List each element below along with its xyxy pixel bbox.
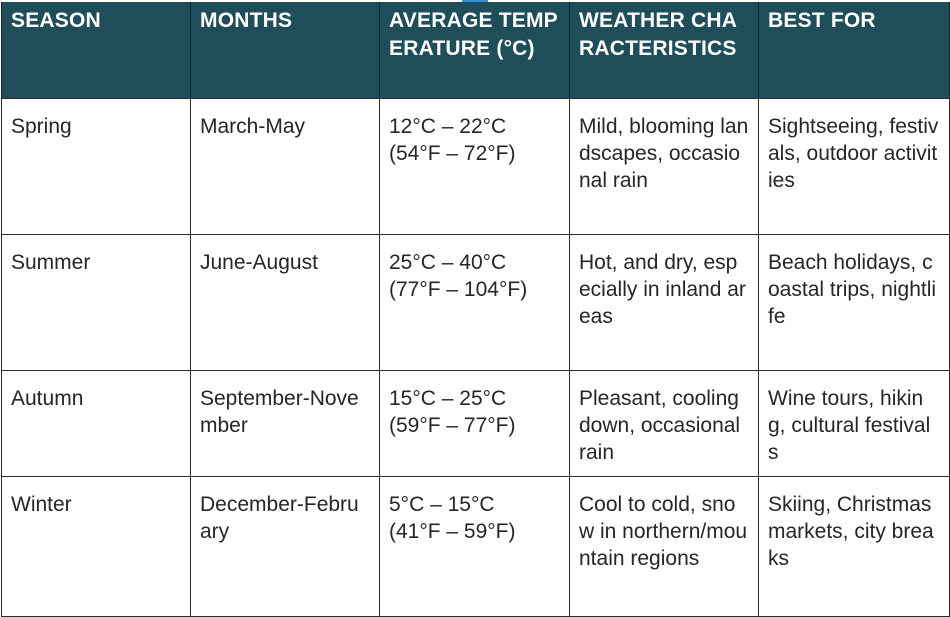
temperature-fahrenheit: (59°F – 77°F)	[389, 413, 516, 437]
header-weather-characteristics: WEATHER CHARACTERISTICS	[570, 2, 759, 98]
header-season: SEASON	[2, 2, 191, 98]
header-average-temperature: AVERAGE TEMPERATURE (°C)	[380, 2, 570, 98]
temperature-celsius: 15°C – 25°C	[389, 386, 507, 410]
weather-cell: Cool to cold, snow in northern/mountain regions	[570, 476, 759, 616]
table-row	[2, 476, 950, 616]
best-for-cell: Sightseeing, festivals, outdoor activities	[759, 98, 950, 234]
best-for-cell: Wine tours, hiking, cultural festivals	[759, 370, 950, 476]
weather-cell: Hot, and dry, especially in inland areas	[570, 234, 759, 370]
season-cell: Autumn	[2, 370, 191, 476]
table-row	[2, 370, 950, 476]
season-table	[1, 2, 950, 617]
temperature-celsius: 5°C – 15°C	[389, 492, 495, 516]
temperature-cell	[380, 476, 570, 616]
weather-cell: Mild, blooming landscapes, occasional rain	[570, 98, 759, 234]
temperature-cell	[380, 370, 570, 476]
temperature-fahrenheit: (77°F – 104°F)	[389, 277, 528, 301]
season-cell: Spring	[2, 98, 191, 234]
temperature-cell	[380, 98, 570, 234]
table-row	[2, 98, 950, 234]
header-row	[2, 2, 950, 98]
temperature-fahrenheit: (41°F – 59°F)	[389, 519, 516, 543]
weather-cell: Pleasant, cooling down, occasional rain	[570, 370, 759, 476]
months-cell: September-November	[191, 370, 380, 476]
season-cell: Summer	[2, 234, 191, 370]
season-cell: Winter	[2, 476, 191, 616]
best-for-cell: Beach holidays, coastal trips, nightlife	[759, 234, 950, 370]
best-for-cell: Skiing, Christmas markets, city breaks	[759, 476, 950, 616]
temperature-celsius: 12°C – 22°C	[389, 114, 507, 138]
temperature-celsius: 25°C – 40°C	[389, 250, 507, 274]
months-cell: March-May	[191, 98, 380, 234]
table-body	[2, 98, 950, 616]
temperature-fahrenheit: (54°F – 72°F)	[389, 141, 516, 165]
months-cell: June-August	[191, 234, 380, 370]
table-row	[2, 234, 950, 370]
header-best-for: BEST FOR	[759, 2, 950, 98]
header-months: MONTHS	[191, 2, 380, 98]
table-header	[2, 2, 950, 98]
temperature-cell	[380, 234, 570, 370]
months-cell: December-February	[191, 476, 380, 616]
